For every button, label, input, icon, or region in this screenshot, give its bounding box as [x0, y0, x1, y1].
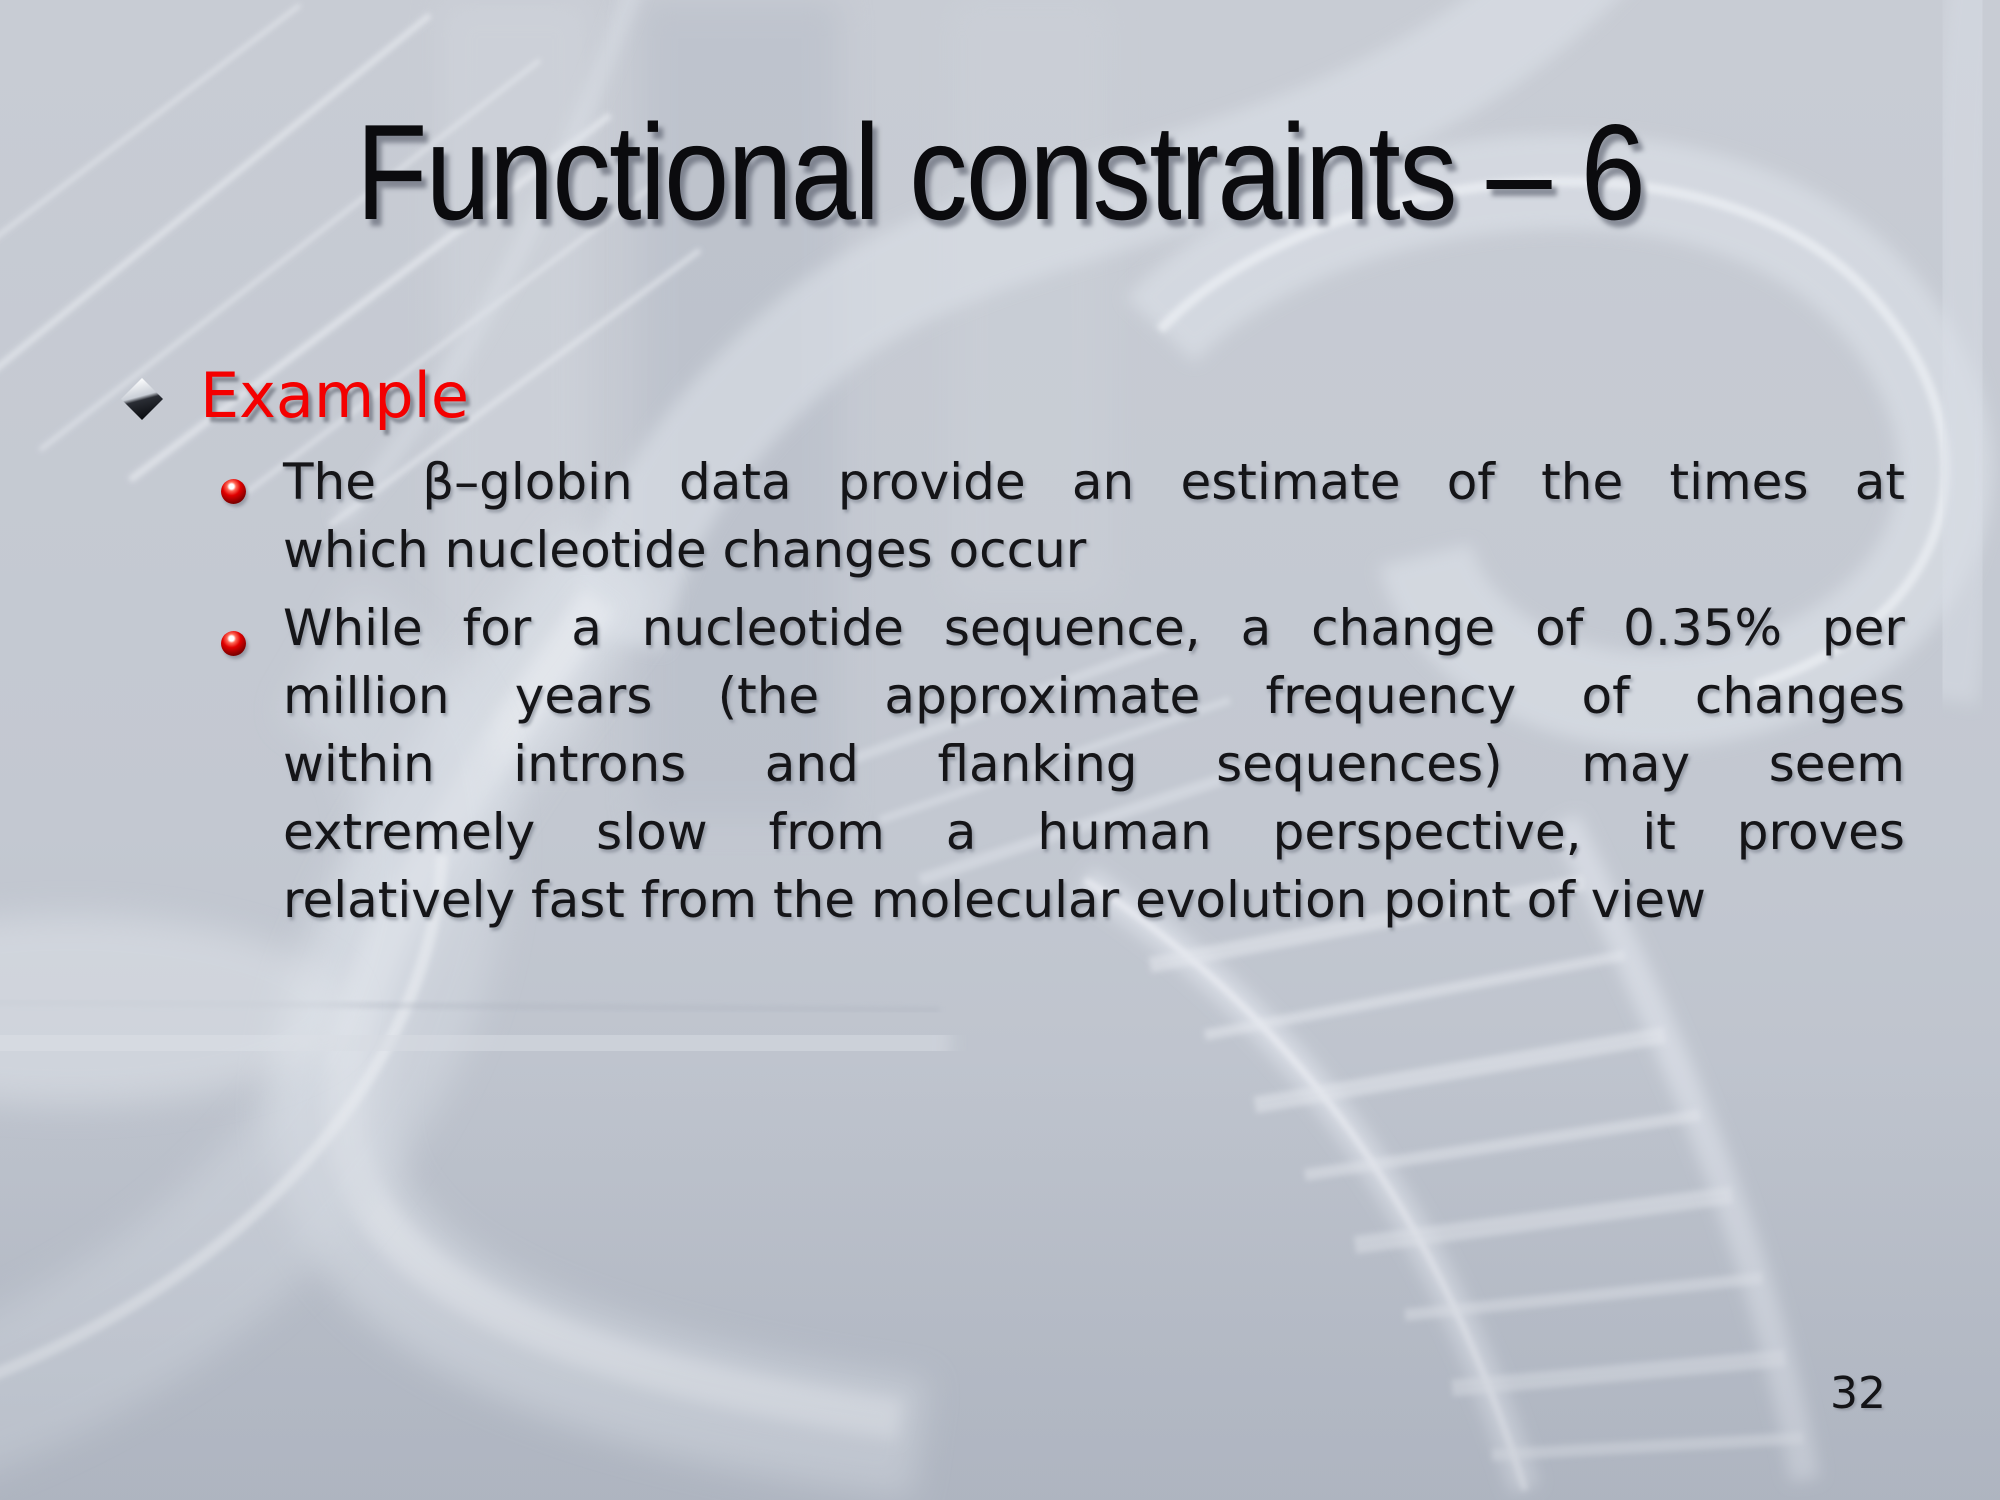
slide-title: Functional constraints – 6	[355, 96, 1645, 248]
text-line: which nucleotide changes occur	[283, 521, 1087, 579]
text-line: relatively fast from the molecular evolution point of view	[283, 871, 1706, 929]
text-line: While for a nucleotide sequence, a change of 0.35% per	[283, 599, 1905, 657]
page-number: 32	[1830, 1368, 1886, 1419]
text-line: million years (the approximate frequency of changes	[283, 667, 1905, 725]
red-sphere-bullet-icon	[221, 631, 246, 656]
bullet-paragraph-1	[283, 448, 1905, 584]
text-line: extremely slow from a human perspective, it proves	[283, 803, 1905, 861]
example-heading: Example	[200, 359, 469, 432]
bullet-paragraph-2	[283, 594, 1905, 934]
text-line: The β–globin data provide an estimate of the times at	[283, 453, 1905, 511]
red-sphere-bullet-icon	[221, 479, 246, 504]
text-line: within introns and flanking sequences) may seem	[283, 735, 1905, 793]
